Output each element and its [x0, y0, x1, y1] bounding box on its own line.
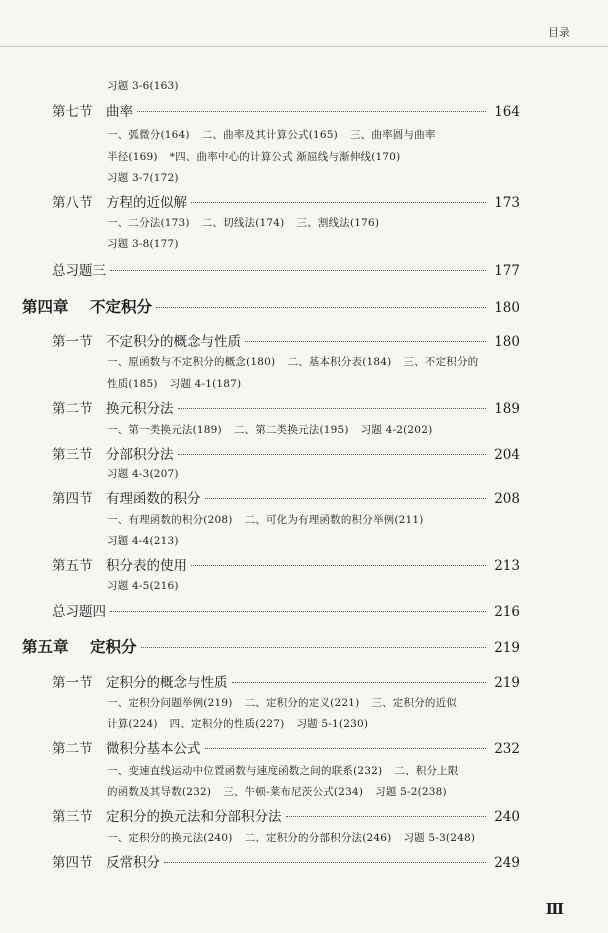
- subtopic-line: 一、弧微分(164) 二、曲率及其计算公式(165) 三、曲率圆与曲率: [107, 129, 436, 141]
- subtopic-line: 一、变速直线运动中位置函数与速度函数之间的联系(232) 二、积分上限: [107, 765, 459, 777]
- running-title: 目录: [548, 26, 570, 39]
- dot-leader: [110, 611, 486, 612]
- toc-section-entry[interactable]: 第一节 不定积分的概念与性质 180: [52, 334, 520, 350]
- subtopic-line: 习题 4-4(213): [107, 535, 179, 547]
- dot-leader: [205, 498, 487, 499]
- toc-summary-exercises[interactable]: 总习题四 216: [52, 604, 520, 620]
- dot-leader: [110, 270, 486, 271]
- subtopic-line: 性质(185) 习题 4-1(187): [107, 378, 242, 390]
- subtopic-line: 习题 3-7(172): [107, 172, 179, 184]
- subtopic-line: 的函数及其导数(232) 三、牛顿-莱布尼茨公式(234) 习题 5-2(238): [107, 786, 447, 798]
- dot-leader: [156, 307, 486, 308]
- dot-leader: [191, 565, 486, 566]
- subtopic-line: 一、有理函数的积分(208) 二、可化为有理函数的积分举例(211): [107, 514, 424, 526]
- toc-section-entry[interactable]: 第三节 定积分的换元法和分部积分法 240: [52, 809, 520, 825]
- subtopic-line: 习题 3-8(177): [107, 238, 179, 250]
- toc-section-entry[interactable]: 第四节 反常积分 249: [52, 855, 520, 871]
- header-rule: [0, 46, 608, 47]
- toc-summary-exercises[interactable]: 总习题三 177: [52, 263, 520, 279]
- toc-section-entry[interactable]: 第二节 微积分基本公式 232: [52, 741, 520, 757]
- subtopic-line: 一、第一类换元法(189) 二、第二类换元法(195) 习题 4-2(202): [107, 424, 433, 436]
- toc-section-entry[interactable]: 第五节 积分表的使用 213: [52, 558, 520, 574]
- toc-section-entry[interactable]: 第七节 曲率 164: [52, 104, 520, 120]
- subtopic-line: 一、二分法(173) 二、切线法(174) 三、割线法(176): [107, 217, 380, 229]
- dot-leader: [178, 454, 487, 455]
- subtopic-line: 一、定积分问题举例(219) 二、定积分的定义(221) 三、定积分的近似: [107, 697, 457, 709]
- dot-leader: [205, 748, 487, 749]
- page-number: Ⅲ: [545, 900, 564, 918]
- toc-section-entry[interactable]: 第二节 换元积分法 189: [52, 401, 520, 417]
- subtopic-line: 习题 4-5(216): [107, 580, 179, 592]
- toc-section-entry[interactable]: 第八节 方程的近似解 173: [52, 195, 520, 211]
- subtopic-line: 计算(224) 四、定积分的性质(227) 习题 5-1(230): [107, 718, 369, 730]
- dot-leader: [178, 408, 487, 409]
- toc-section-entry[interactable]: 第四节 有理函数的积分 208: [52, 491, 520, 507]
- subtopic-line: 习题 4-3(207): [107, 468, 179, 480]
- toc-chapter-entry[interactable]: 第五章 定积分 219: [22, 637, 520, 656]
- dot-leader: [141, 647, 486, 648]
- dot-leader: [232, 682, 487, 683]
- subtopic-line: 一、定积分的换元法(240) 二、定积分的分部积分法(246) 习题 5-3(248): [107, 832, 476, 844]
- dot-leader: [286, 816, 487, 817]
- dot-leader: [164, 862, 486, 863]
- dot-leader: [137, 111, 486, 112]
- dot-leader: [191, 202, 486, 203]
- toc-section-entry[interactable]: 第三节 分部积分法 204: [52, 447, 520, 463]
- toc-section-entry[interactable]: 第一节 定积分的概念与性质 219: [52, 675, 520, 691]
- dot-leader: [245, 341, 486, 342]
- subtopic-line: 一、原函数与不定积分的概念(180) 二、基本积分表(184) 三、不定积分的: [107, 356, 479, 368]
- subtopic-line: 半径(169) *四、曲率中心的计算公式 渐屈线与渐伸线(170): [107, 151, 401, 163]
- subtopic-line: 习题 3-6(163): [107, 80, 179, 92]
- toc-chapter-entry[interactable]: 第四章 不定积分 180: [22, 297, 520, 316]
